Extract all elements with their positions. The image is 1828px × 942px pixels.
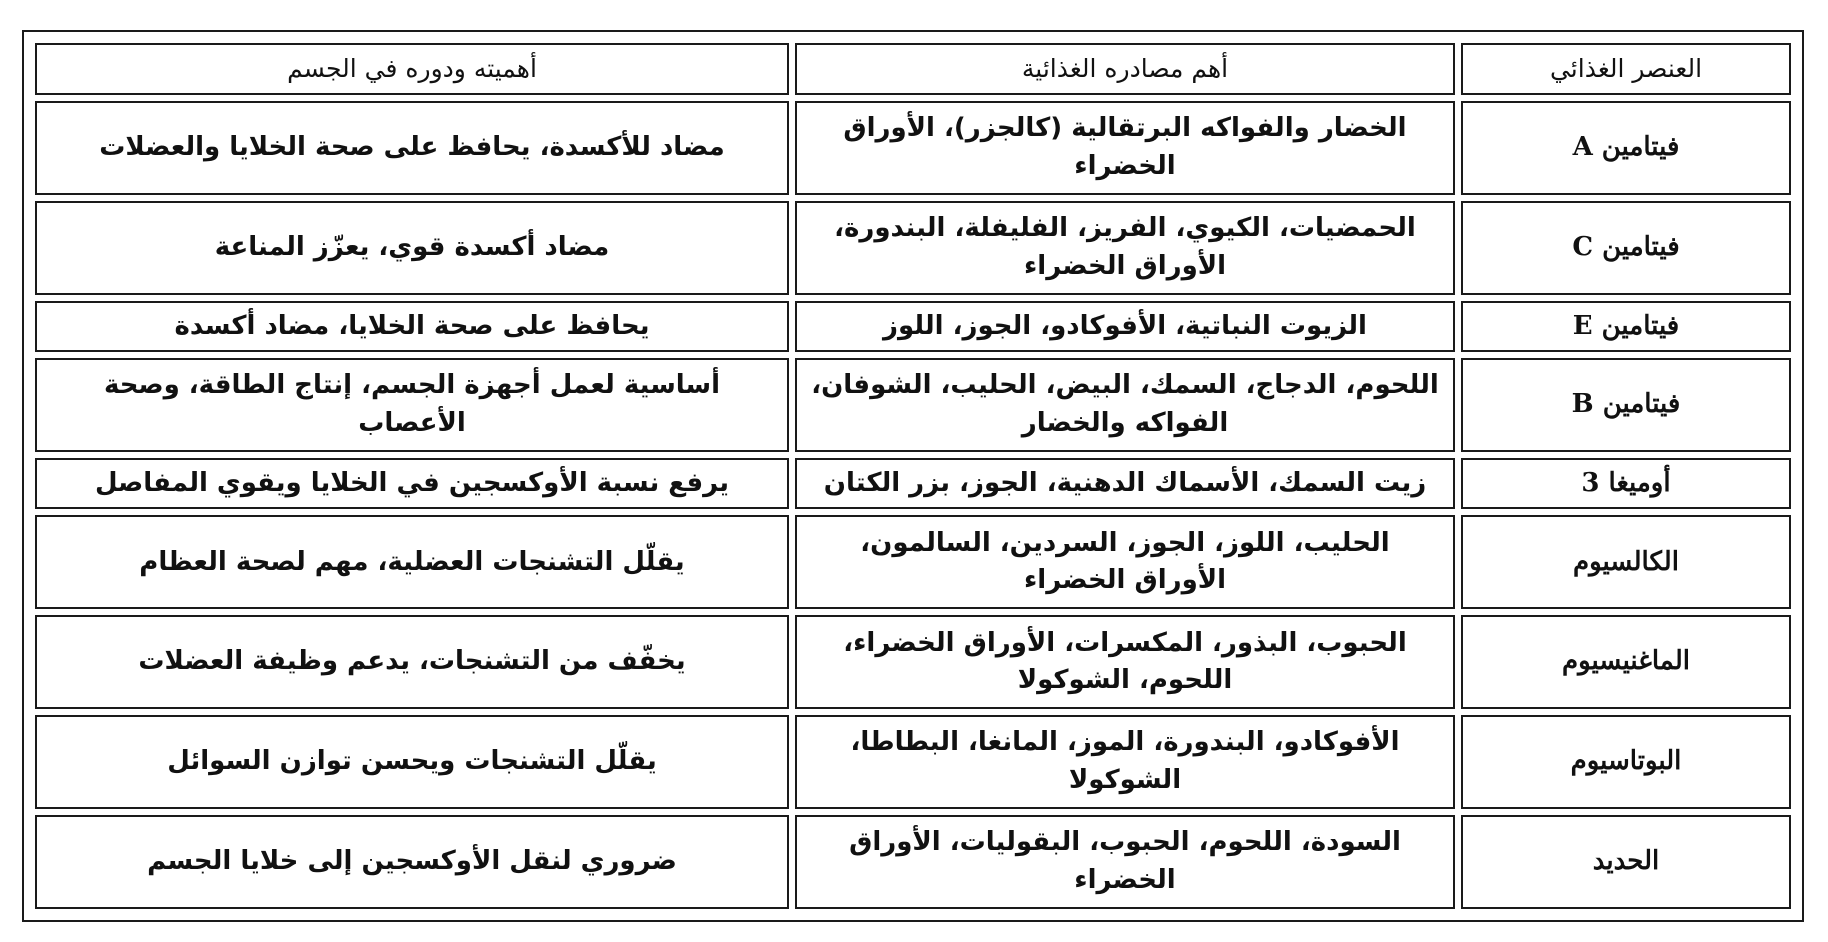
cell-sources: الزيوت النباتية، الأفوكادو، الجوز، اللوز [795, 301, 1455, 352]
cell-role: يحافظ على صحة الخلايا، مضاد أكسدة [35, 301, 789, 352]
cell-sources: زيت السمك، الأسماك الدهنية، الجوز، بزر الكتان [795, 458, 1455, 509]
cell-sources: الخضار والفواكه البرتقالية (كالجزر)، الأوراق الخضراء [795, 101, 1455, 195]
table-row [35, 201, 1791, 295]
table-row [35, 358, 1791, 452]
cell-role: أساسية لعمل أجهزة الجسم، إنتاج الطاقة، وصحة الأعصاب [35, 358, 789, 452]
header-role: أهميته ودوره في الجسم [35, 43, 789, 95]
cell-element: الكالسيوم [1461, 515, 1791, 609]
cell-role: مضاد أكسدة قوي، يعزّز المناعة [35, 201, 789, 295]
cell-sources: اللحوم، الدجاج، السمك، البيض، الحليب، الشوفان، الفواكه والخضار [795, 358, 1455, 452]
cell-element: أوميغا 3 [1461, 458, 1791, 509]
table-row [35, 101, 1791, 195]
cell-element: الحديد [1461, 815, 1791, 909]
cell-role: مضاد للأكسدة، يحافظ على صحة الخلايا والعضلات [35, 101, 789, 195]
cell-element: فيتامين A [1461, 101, 1791, 195]
table-row [35, 715, 1791, 809]
cell-role: يقلّل التشنجات العضلية، مهم لصحة العظام [35, 515, 789, 609]
table-frame [22, 30, 1804, 922]
cell-role: يقلّل التشنجات ويحسن توازن السوائل [35, 715, 789, 809]
nutrition-table [29, 37, 1797, 915]
cell-element: فيتامين C [1461, 201, 1791, 295]
cell-element: البوتاسيوم [1461, 715, 1791, 809]
table-row [35, 301, 1791, 352]
table-row [35, 515, 1791, 609]
cell-role: يخفّف من التشنجات، يدعم وظيفة العضلات [35, 615, 789, 709]
table-row [35, 458, 1791, 509]
table-header-row [35, 43, 1791, 95]
cell-sources: الأفوكادو، البندورة، الموز، المانغا، البطاطا، الشوكولا [795, 715, 1455, 809]
cell-element: فيتامين E [1461, 301, 1791, 352]
cell-sources: السودة، اللحوم، الحبوب، البقوليات، الأوراق الخضراء [795, 815, 1455, 909]
cell-element: فيتامين B [1461, 358, 1791, 452]
cell-sources: الحمضيات، الكيوي، الفريز، الفليفلة، البندورة، الأوراق الخضراء [795, 201, 1455, 295]
table-row [35, 815, 1791, 909]
header-element: العنصر الغذائي [1461, 43, 1791, 95]
cell-element: الماغنيسيوم [1461, 615, 1791, 709]
header-sources: أهم مصادره الغذائية [795, 43, 1455, 95]
table-row [35, 615, 1791, 709]
cell-sources: الحبوب، البذور، المكسرات، الأوراق الخضراء، اللحوم، الشوكولا [795, 615, 1455, 709]
cell-role: يرفع نسبة الأوكسجين في الخلايا ويقوي المفاصل [35, 458, 789, 509]
cell-role: ضروري لنقل الأوكسجين إلى خلايا الجسم [35, 815, 789, 909]
cell-sources: الحليب، اللوز، الجوز، السردين، السالمون، الأوراق الخضراء [795, 515, 1455, 609]
